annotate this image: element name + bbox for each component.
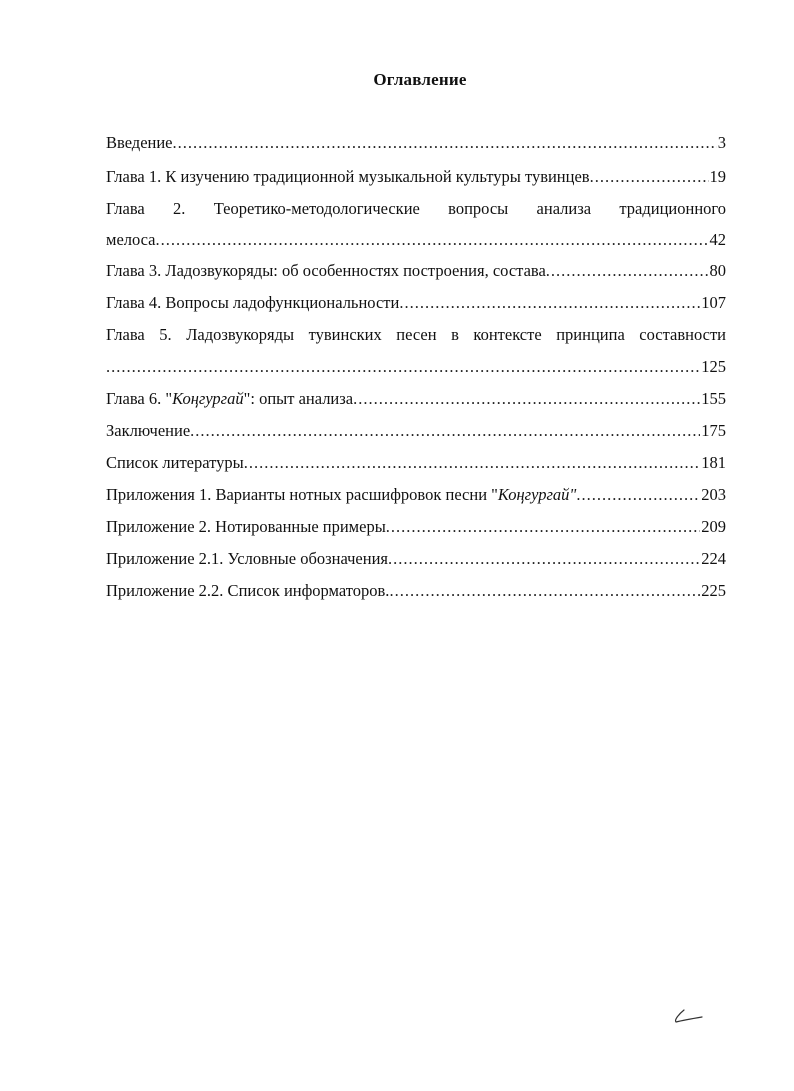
toc-entry-label: Заключение [106,421,191,440]
leader-dots [106,357,700,377]
toc-entry-chapter-5-line-1[interactable]: Глава 5. Ладозвукоряды тувинских песен в контексте принципа составности [106,325,726,344]
toc-entry-page: 225 [701,581,726,600]
leader-dots [173,133,717,153]
toc-entry-appendix-2-2[interactable] [106,581,726,605]
toc-entry-chapter-4[interactable] [106,293,726,317]
toc-entry-page: 107 [701,293,726,312]
toc-entry-label: Приложение 2. Нотированные примеры [106,517,386,536]
toc-entry-chapter-6[interactable] [106,389,726,413]
toc-entry-page: 125 [701,357,726,376]
leader-dots [190,421,700,441]
toc-entry-conclusion[interactable] [106,421,726,445]
toc-entry-page: 155 [701,389,726,408]
toc-entry-label: Приложение 2.2. Список информаторов. [106,581,390,600]
toc-entry-page: 80 [709,261,726,280]
toc-entry-label: Глава 6. "Коңгургай": опыт анализа [106,389,354,408]
toc-entry-page: 175 [701,421,726,440]
toc-entry-label: Приложение 2.1. Условные обозначения [106,549,388,568]
leader-dots [388,549,700,569]
toc-entry-page: 181 [701,453,726,472]
toc-entry-chapter-5[interactable] [106,357,726,381]
song-title: Коңгургай" [497,485,577,504]
toc-entry-page: 209 [701,517,726,536]
toc-entry-bibliography[interactable] [106,453,726,477]
song-title: Коңгургай [172,389,244,408]
toc-entry-label: Глава 1. К изучению традиционной музыкальной культуры тувинцев [106,167,590,186]
leader-dots [156,230,709,250]
leader-dots [353,389,700,409]
toc-entry-page: 19 [709,167,726,186]
toc-entry-introduction[interactable] [106,133,726,157]
leader-dots [399,293,700,313]
toc-entry-chapter-2[interactable] [106,230,726,254]
page-title: Оглавление [373,70,467,89]
handwritten-mark [670,1004,704,1026]
toc-entry-appendix-2[interactable] [106,517,726,541]
leader-dots [576,485,700,505]
toc-entry-chapter-2-line-1[interactable]: Глава 2. Теоретико-методологические вопросы анализа традиционного [106,199,726,218]
toc-entry-label: Список литературы [106,453,244,472]
toc-entry-page: 203 [701,485,726,504]
toc-entry-page: 3 [717,133,726,152]
toc-entry-label: Введение [106,133,173,152]
toc-entry-label: Глава 4. Вопросы ладофункциональности [106,293,400,312]
toc-entry-page: 224 [701,549,726,568]
toc-entry-page: 42 [709,230,726,249]
leader-dots [546,261,709,281]
toc-entry-label: мелоса [106,230,156,249]
toc-entry-appendix-1[interactable] [106,485,726,509]
toc-entry-label: Приложения 1. Варианты нотных расшифровок песни "Коңгургай" [106,485,577,504]
toc-entry-chapter-1[interactable] [106,167,726,191]
leader-dots [244,453,701,473]
toc-entry-label: Глава 3. Ладозвукоряды: об особенностях построения, состава [106,261,546,280]
leader-dots [386,517,700,537]
toc-entry-appendix-2-1[interactable] [106,549,726,573]
leader-dots [389,581,700,601]
leader-dots [590,167,709,187]
toc-entry-chapter-3[interactable] [106,261,726,285]
